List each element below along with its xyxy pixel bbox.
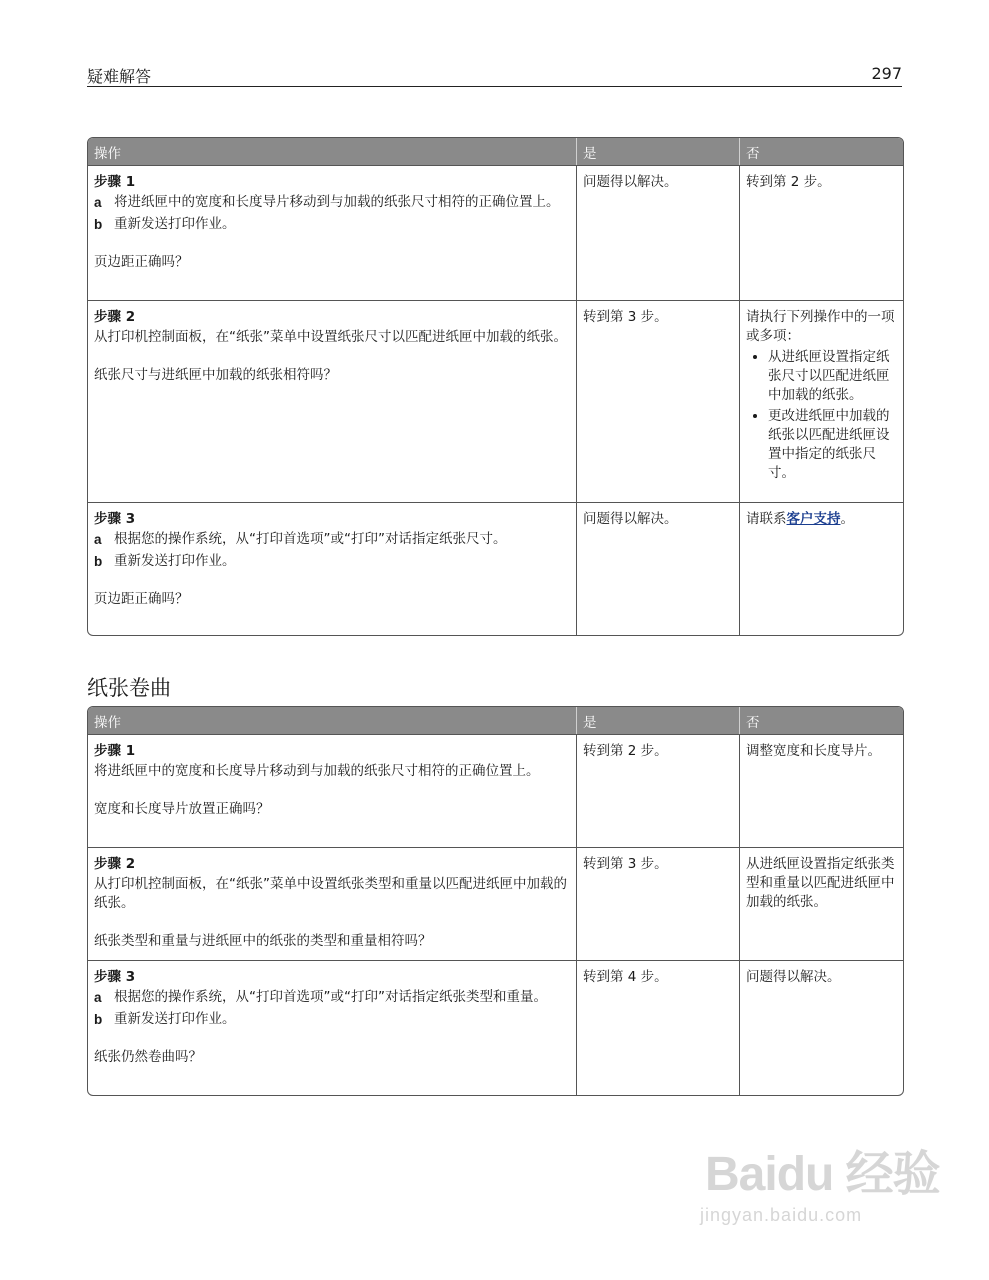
yes-cell: 问题得以解决。: [576, 165, 739, 300]
step-description: 从打印机控制面板，在“纸张”菜单中设置纸张类型和重量以匹配进纸匣中加载的纸张。: [94, 876, 567, 911]
no-cell: 从进纸匣设置指定纸张类型和重量以匹配进纸匣中加载的纸张。: [739, 847, 903, 960]
step-description: 将进纸匣中的宽度和长度导片移动到与加载的纸张尺寸相符的正确位置上。: [94, 763, 540, 779]
list-item: • 从进纸匣设置指定纸张尺寸以匹配进纸匣中加载的纸张。: [768, 348, 897, 405]
watermark-brand: Baidu 经验: [705, 1148, 940, 1201]
table-row: [88, 300, 903, 502]
step-description: 从打印机控制面板，在“纸张”菜单中设置纸张尺寸以匹配进纸匣中加载的纸张。: [94, 329, 567, 345]
page-number: 297: [871, 64, 902, 83]
list-item: b 重新发送打印作业。: [94, 553, 236, 569]
step-question: 页边距正确吗？: [94, 591, 189, 607]
step-question: 纸张尺寸与进纸匣中加载的纸张相符吗？: [94, 367, 337, 383]
no-cell: 调整宽度和长度导片。: [739, 734, 903, 847]
no-intro: 请执行下列操作中的一项或多项：: [746, 309, 895, 344]
table-row: [88, 734, 903, 847]
list-item: • 更改进纸匣中加载的纸张以匹配进纸匣设置中指定的纸张尺寸。: [768, 407, 897, 483]
troubleshoot-table-curl: [87, 706, 904, 1096]
step-label: 步骤 1: [94, 743, 136, 759]
step-question: 纸张仍然卷曲吗？: [94, 1049, 202, 1065]
list-item: b 重新发送打印作业。: [94, 216, 236, 232]
action-cell: [88, 300, 576, 502]
bullet-list: [746, 348, 897, 483]
col-header-no: 否: [739, 138, 903, 165]
watermark-url: jingyan.baidu.com: [700, 1205, 863, 1225]
col-header-action: 操作: [88, 707, 576, 734]
no-cell: 请联系客户支持。: [739, 502, 903, 635]
section-name: 疑难解答: [87, 67, 152, 86]
list-item: a 根据您的操作系统，从“打印首选项”或“打印”对话指定纸张尺寸。: [94, 531, 507, 547]
no-cell: 转到第 2 步。: [739, 165, 903, 300]
col-header-no: 否: [739, 707, 903, 734]
list-item: a 根据您的操作系统，从“打印首选项”或“打印”对话指定纸张类型和重量。: [94, 989, 547, 1005]
yes-cell: 转到第 4 步。: [576, 960, 739, 1095]
troubleshoot-table-margins: [87, 137, 904, 636]
col-header-yes: 是: [576, 138, 739, 165]
table-row: [88, 502, 903, 635]
list-item: a 将进纸匣中的宽度和长度导片移动到与加载的纸张尺寸相符的正确位置上。: [94, 194, 560, 210]
no-cell: 问题得以解决。: [739, 960, 903, 1095]
customer-support-link[interactable]: 客户支持: [786, 511, 841, 527]
action-cell: [88, 734, 576, 847]
action-cell: [88, 502, 576, 635]
yes-cell: 转到第 3 步。: [576, 847, 739, 960]
step-question: 页边距正确吗？: [94, 254, 189, 270]
yes-cell: 问题得以解决。: [576, 502, 739, 635]
action-cell: [88, 960, 576, 1095]
table-row: [88, 165, 903, 300]
step-label: 步骤 1: [94, 174, 136, 190]
list-item: b 重新发送打印作业。: [94, 1011, 236, 1027]
page-header: [87, 60, 902, 87]
table-header-row: [88, 138, 903, 165]
step-question: 纸张类型和重量与进纸匣中的纸张的类型和重量相符吗？: [94, 933, 432, 949]
step-label: 步骤 3: [94, 969, 136, 985]
yes-cell: 转到第 3 步。: [576, 300, 739, 502]
col-header-yes: 是: [576, 707, 739, 734]
step-label: 步骤 2: [94, 309, 136, 325]
table-header-row: [88, 707, 903, 734]
yes-cell: 转到第 2 步。: [576, 734, 739, 847]
section-title: 纸张卷曲: [87, 676, 171, 700]
step-question: 宽度和长度导片放置正确吗？: [94, 801, 270, 817]
table-row: [88, 960, 903, 1095]
action-cell: [88, 165, 576, 300]
step-label: 步骤 3: [94, 511, 136, 527]
table-row: [88, 847, 903, 960]
col-header-action: 操作: [88, 138, 576, 165]
action-cell: [88, 847, 576, 960]
baidu-watermark: [700, 1135, 940, 1245]
no-cell: [739, 300, 903, 502]
step-label: 步骤 2: [94, 856, 136, 872]
